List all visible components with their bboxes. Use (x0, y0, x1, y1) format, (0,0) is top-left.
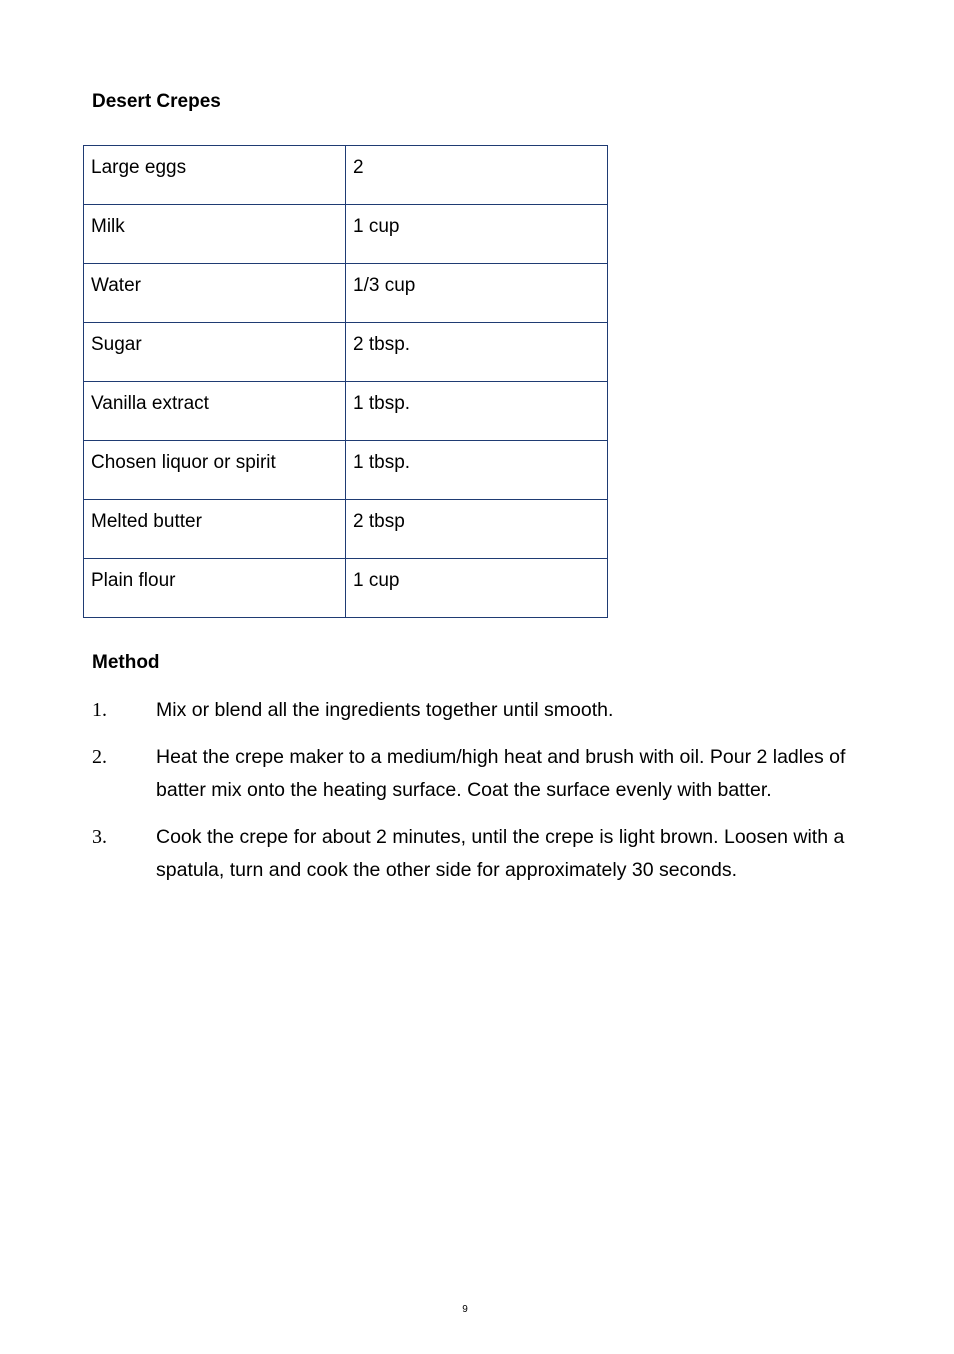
method-step (92, 741, 852, 807)
ingredient-name: Milk (84, 205, 346, 264)
step-number: 1. (92, 699, 107, 721)
ingredients-table (83, 145, 608, 618)
ingredient-name: Chosen liquor or spirit (84, 441, 346, 500)
step-text: Cook the crepe for about 2 minutes, until the crepe is light brown. Loosen with a spatula, turn and cook the other side for approximately 30 seconds. (156, 826, 845, 881)
step-number: 2. (92, 746, 107, 768)
table-row (84, 441, 608, 500)
table-row (84, 559, 608, 618)
ingredient-amount: 2 tbsp (346, 500, 608, 559)
step-text: Mix or blend all the ingredients together until smooth. (156, 699, 614, 721)
step-text: Heat the crepe maker to a medium/high heat and brush with oil. Pour 2 ladles of batter mix onto the heating surface. Coat the surface evenly with batter. (156, 746, 846, 801)
ingredient-amount: 1 tbsp. (346, 441, 608, 500)
step-number: 3. (92, 826, 107, 848)
ingredient-name: Plain flour (84, 559, 346, 618)
ingredient-name: Sugar (84, 323, 346, 382)
ingredient-amount: 2 (346, 146, 608, 205)
ingredient-amount: 2 tbsp. (346, 323, 608, 382)
table-row (84, 146, 608, 205)
ingredient-amount: 1/3 cup (346, 264, 608, 323)
method-steps-list (92, 694, 852, 901)
method-step (92, 694, 852, 727)
ingredient-amount: 1 cup (346, 205, 608, 264)
ingredient-amount: 1 tbsp. (346, 382, 608, 441)
ingredient-name: Large eggs (84, 146, 346, 205)
method-step (92, 821, 852, 887)
table-row (84, 323, 608, 382)
ingredient-name: Melted butter (84, 500, 346, 559)
page-number: 9 (462, 1304, 468, 1315)
ingredient-name: Water (84, 264, 346, 323)
table-row (84, 205, 608, 264)
table-row (84, 264, 608, 323)
method-title: Method (92, 652, 160, 673)
ingredient-amount: 1 cup (346, 559, 608, 618)
table-row (84, 500, 608, 559)
recipe-title: Desert Crepes (92, 91, 221, 112)
ingredient-name: Vanilla extract (84, 382, 346, 441)
table-row (84, 382, 608, 441)
